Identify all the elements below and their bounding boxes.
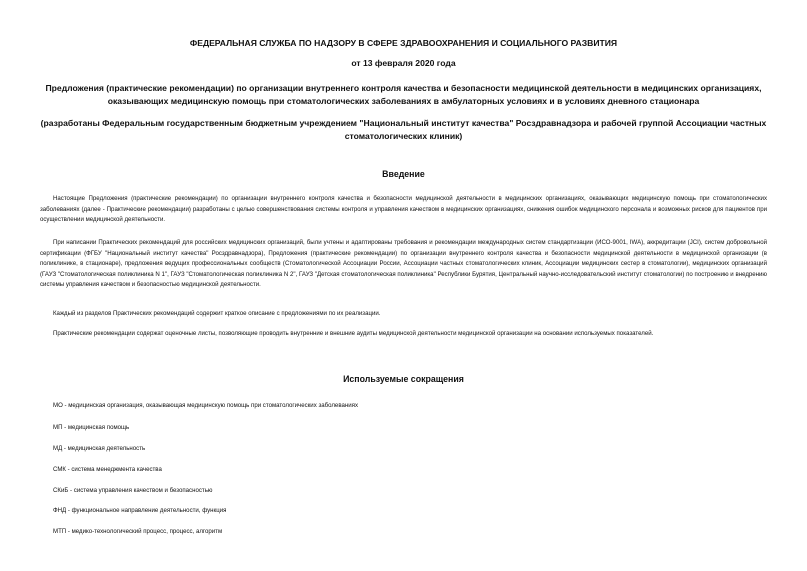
document-date: от 13 февраля 2020 года [351,58,456,68]
abbreviation-item: МП - медицинская помощь [53,424,130,431]
introduction-paragraph: Практические рекомендации содержат оценочные листы, позволяющие проводить внутренние и внешние аудиты медицинской деятельности медицинской организации на основании используемых показателей. [53,330,654,337]
organization-title: ФЕДЕРАЛЬНАЯ СЛУЖБА ПО НАДЗОРУ В СФЕРЕ ЗДРАВООХРАНЕНИЯ И СОЦИАЛЬНОГО РАЗВИТИЯ [189,38,618,48]
abbreviation-item: МД - медицинская деятельность [53,445,146,452]
abbreviations-heading: Используемые сокращения [343,374,464,384]
abbreviation-item: ФНД - функциональное направление деятельности, функция [53,507,227,514]
abbreviation-item: СКиБ - система управления качеством и безопасностью [53,487,213,494]
abbreviation-item: МО - медицинская организация, оказывающая медицинскую помощь при стоматологических заболеваниях [53,402,358,409]
introduction-paragraph: Настоящие Предложения (практические рекомендации) по организации внутреннего контроля качества и безопасности медицинской деятельности в медицинских организациях, оказывающих медицинскую помощь при стоматологических заболеваниях (далее - Практические рекомендации) разработаны с целью совершенствования системы контроля и управления качеством в медицинских организациях, снижения ошибок медицинского персонала и возможных рисков для пациентов при осуществлении медицинской деятельности. [40,195,767,224]
developed-by-note: (разработаны Федеральным государственным бюджетным учреждением "Национальный институт качества" Росздравнадзора и рабочей группой Ассоциации частных стоматологических клиник) [40,118,767,141]
abbreviation-item: СМК - система менеджмента качества [53,466,162,473]
document-title: Предложения (практические рекомендации) по организации внутреннего контроля качества и безопасности медицинской деятельности в медицинских организациях, оказывающих медицинскую помощь при стоматологических заболеваниях в амбулаторных условиях и в условиях дневного стационара [45,83,762,106]
introduction-paragraph: Каждый из разделов Практических рекомендаций содержит краткое описание с предложениями по их реализации. [53,310,381,317]
introduction-paragraph: При написании Практических рекомендаций для российских медицинских организаций, были учтены и адаптированы требования и рекомендации международных систем стандартизации (ИСО-9001, IWA), аккредитации (JCI), систем добровольной сертификации (ФГБУ "Национальный институт качества" Росздравнадзора), Предложения (практические рекомендации) по организации внутреннего контроля качества и безопасности медицинской деятельности в медицинской организации (в поликлинике, в стационаре), предложения ведущих профессиональных сообществ (Стоматологической Ассоциации России, Ассоциации частных стоматологических клиник, Ассоциации медицинских сестер в стоматологии), медицинских организаций (ГАУЗ "Стоматологическая поликлиника N 1", ГАУЗ "Стоматологическая поликлиника N 2", ГАУЗ "Детская стоматологическая поликлиника" Республики Бурятия, Центральный научно-исследовательский институт стоматологии) по построению и внедрению системы управления качеством и безопасностью медицинской деятельности. [40,239,767,289]
introduction-heading: Введение [382,169,425,179]
abbreviation-item: МТП - медико-технологический процесс, процесс, алгоритм [53,528,223,535]
